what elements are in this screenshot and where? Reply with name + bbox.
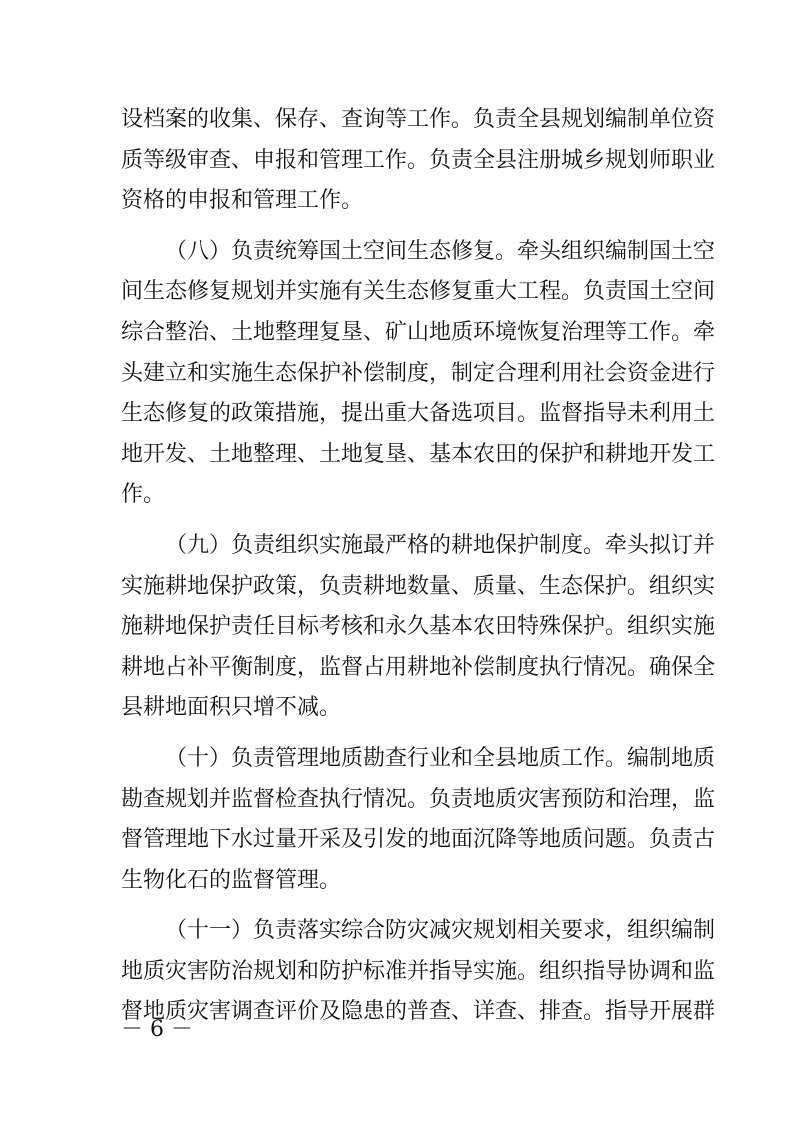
page-number: － 6 － xyxy=(121,1017,193,1042)
text-line: （十）负责管理地质勘查行业和全县地质工作。编制地质 xyxy=(165,745,716,771)
paragraph-continued xyxy=(121,100,716,222)
text-line: 耕地占补平衡制度，监督占用耕地补偿制度执行情况。确保全 xyxy=(121,654,716,680)
text-line: 督地质灾害调查评价及隐患的普查、详查、排查。指导开展群 xyxy=(121,999,716,1025)
paragraph-item-9 xyxy=(121,526,716,729)
document-body xyxy=(121,100,716,1033)
text-line: 地质灾害防治规划和防护标准并指导实施。组织指导协调和监 xyxy=(121,958,716,984)
text-line: 资格的申报和管理工作。 xyxy=(121,188,364,214)
text-line: 生物化石的监督管理。 xyxy=(121,867,342,893)
text-line: 督管理地下水过量开采及引发的地面沉降等地质问题。负责古 xyxy=(121,827,716,853)
text-line: 作。 xyxy=(121,482,166,508)
text-line: 头建立和实施生态保护补偿制度，制定合理利用社会资金进行 xyxy=(121,360,716,386)
paragraph-item-10 xyxy=(121,739,716,901)
text-line: 县耕地面积只增不减。 xyxy=(121,695,342,721)
text-line: 地开发、土地整理、土地复垦、基本农田的保护和耕地开发工 xyxy=(121,441,716,467)
paragraph-gap xyxy=(121,901,685,911)
paragraph-gap xyxy=(121,516,685,526)
paragraph-item-8 xyxy=(121,232,716,516)
text-line: 设档案的收集、保存、查询等工作。负责全县规划编制单位资 xyxy=(121,107,716,132)
text-line: 生态修复的政策措施，提出重大备选项目。监督指导未利用土 xyxy=(121,401,716,427)
text-line: 实施耕地保护政策，负责耕地数量、质量、生态保护。组织实 xyxy=(121,573,716,599)
text-line: 勘查规划并监督检查执行情况。负责地质灾害预防和治理，监 xyxy=(121,786,716,812)
paragraph-gap xyxy=(121,222,685,232)
text-line: 综合整治、土地整理复垦、矿山地质环境恢复治理等工作。牵 xyxy=(121,319,716,345)
text-line: 间生态修复规划并实施有关生态修复重大工程。负责国土空间 xyxy=(121,279,716,305)
text-line: 质等级审查、申报和管理工作。负责全县注册城乡规划师职业 xyxy=(121,147,716,173)
text-line: （八）负责统筹国土空间生态修复。牵头组织编制国土空 xyxy=(165,238,716,264)
text-line: 施耕地保护责任目标考核和永久基本农田特殊保护。组织实施 xyxy=(121,614,716,640)
paragraph-item-11 xyxy=(121,911,716,1033)
paragraph-gap xyxy=(121,729,685,739)
text-line: （九）负责组织实施最严格的耕地保护制度。牵头拟订并 xyxy=(165,532,716,558)
text-line: （十一）负责落实综合防灾减灾规划相关要求，组织编制 xyxy=(165,918,716,944)
